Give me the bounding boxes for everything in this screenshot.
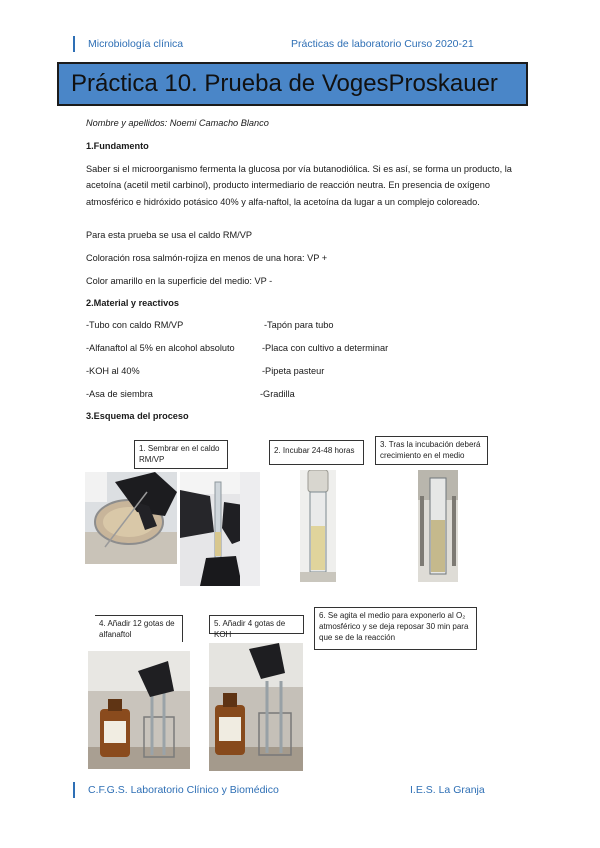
material-item: -Tapón para tubo [264, 320, 334, 330]
caption-step-3: 3. Tras la incubación deberá crecimiento en el medio [375, 436, 488, 465]
author-line: Nombre y apellidos: Noemi Camacho Blanco [86, 118, 269, 128]
material-item: -KOH al 40% [86, 366, 140, 376]
page-title: Práctica 10. Prueba de VogesProskauer [71, 70, 498, 97]
photo-add-koh [209, 643, 303, 771]
material-item: -Placa con cultivo a determinar [262, 343, 389, 353]
caption-step-2: 2. Incubar 24-48 horas [269, 440, 364, 465]
photo-petri-dish [85, 472, 177, 564]
material-item: -Tubo con caldo RM/VP [86, 320, 184, 330]
caption-step-6: 6. Se agita el medio para exponerlo al O₂ atmosférico y se deja reposar 30 min para que se de la reacción [314, 607, 477, 650]
caption-step-5: 5. Añadir 4 gotas de KOH [209, 615, 304, 634]
header-left: Microbiología clínica [88, 38, 184, 50]
footer-left: C.F.G.S. Laboratorio Clínico y Biomédico [88, 784, 279, 796]
header-right: Prácticas de laboratorio Curso 2020-21 [291, 38, 474, 50]
fundamento-line-3: Color amarillo en la superficie del medio: VP - [86, 276, 273, 286]
footer-right: I.E.S. La Granja [410, 784, 485, 796]
caption-step-4: 4. Añadir 12 gotas de alfanaftol [95, 615, 183, 642]
photo-add-alfanaftol [88, 651, 190, 769]
fundamento-paragraph: Saber si el microorganismo fermenta la glucosa por vía butanodiólica. Si es así, se forma un producto, la acetoína (acetil metil carbinol), producto intermediario de reacción neutra. En presencia de oxígeno atmosférico e hidróxido potásico 40% y alfa-naftol, la acetoína da lugar a un complejo coloreado. [86, 164, 512, 207]
photo-tube-growth [418, 470, 458, 582]
section-heading-fundamento: 1.Fundamento [86, 141, 149, 151]
material-item: -Pipeta pasteur [262, 366, 325, 376]
fundamento-line-1: Para esta prueba se usa el caldo RM/VP [86, 230, 252, 240]
title-banner [57, 62, 528, 106]
section-heading-esquema: 3.Esquema del proceso [86, 411, 189, 421]
header-accent-bar [73, 36, 75, 52]
material-item: -Alfanaftol al 5% en alcohol absoluto [86, 343, 235, 353]
fundamento-line-2: Coloración rosa salmón-rojiza en menos de una hora: VP + [86, 253, 328, 263]
section-heading-material: 2.Material y reactivos [86, 298, 179, 308]
caption-step-1: 1. Sembrar en el caldo RM/VP [134, 440, 228, 469]
photo-incubated-tube [300, 470, 336, 582]
footer-accent-bar [73, 782, 75, 798]
material-item: -Gradilla [260, 389, 295, 399]
material-item: -Asa de siembra [86, 389, 153, 399]
photo-inoculation-tube [180, 472, 260, 586]
